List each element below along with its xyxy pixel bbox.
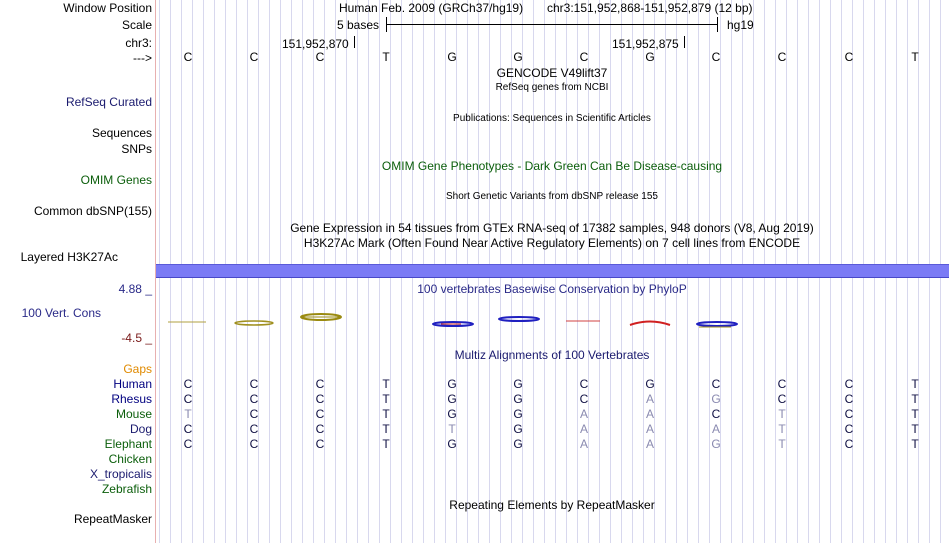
alignment-base: C [249, 407, 259, 421]
alignment-base: G [447, 377, 457, 391]
track-label-cons[interactable]: 100 Vert. Cons [21, 306, 101, 320]
alignment-base: C [315, 407, 325, 421]
alignment-base: C [315, 437, 325, 451]
coord-label-1: 151,952,870 [282, 37, 349, 51]
alignment-base: G [513, 422, 523, 436]
scale-label: Scale [121, 18, 152, 32]
alignment-base: C [711, 407, 721, 421]
species-label-elephant[interactable]: Elephant [104, 437, 152, 451]
alignment-base: T [382, 422, 390, 436]
alignment-base: C [315, 422, 325, 436]
base-letter: T [911, 50, 919, 64]
alignment-base: C [249, 392, 259, 406]
track-label-omim[interactable]: OMIM Genes [80, 173, 152, 187]
cons-glyph-2 [235, 321, 273, 325]
alignment-base: T [911, 407, 919, 421]
alignment-base: C [315, 392, 325, 406]
alignment-base: C [249, 422, 259, 436]
alignment-base: C [183, 422, 193, 436]
alignment-base: C [249, 377, 259, 391]
alignment-base: C [844, 422, 854, 436]
alignment-base: G [711, 437, 721, 451]
coord-tick-2 [684, 36, 685, 48]
alignment-base: C [579, 377, 589, 391]
alignment-base: T [382, 407, 390, 421]
base-letter: C [579, 50, 589, 64]
alignment-base: T [448, 422, 456, 436]
publications-title: Publications: Sequences in Scientific Articles [453, 113, 651, 124]
alignment-base: G [711, 392, 721, 406]
multiz-title: Multiz Alignments of 100 Vertebrates [454, 348, 650, 362]
alignment-base: C [844, 437, 854, 451]
refseq-subtitle: RefSeq genes from NCBI [495, 82, 609, 93]
alignment-base: T [382, 437, 390, 451]
coord-tick-1 [354, 36, 355, 48]
alignment-base: G [645, 377, 655, 391]
alignment-base: A [579, 422, 589, 436]
h3k27ac-title: H3K27Ac Mark (Often Found Near Active Regulatory Elements) on 7 cell lines from ENCODE [303, 236, 801, 250]
alignment-base: G [513, 377, 523, 391]
scale-db: hg19 [727, 18, 754, 32]
alignment-base: C [183, 392, 193, 406]
species-label-mouse[interactable]: Mouse [115, 407, 152, 421]
alignment-base: C [844, 377, 854, 391]
h3k27ac-signal-bar[interactable] [156, 265, 949, 278]
base-letter: C [777, 50, 787, 64]
alignment-base: T [778, 422, 786, 436]
alignment-base: A [645, 422, 655, 436]
track-label-refseq[interactable]: RefSeq Curated [65, 95, 152, 109]
cons-glyph-4 [433, 322, 473, 326]
track-label-dbsnp[interactable]: Common dbSNP(155) [33, 204, 152, 218]
track-label-h3k27ac[interactable]: Layered H3K27Ac [20, 250, 118, 264]
conservation-wiggle[interactable] [156, 300, 950, 340]
alignment-base: C [844, 392, 854, 406]
alignment-base: C [183, 377, 193, 391]
alignment-base: T [382, 392, 390, 406]
alignment-base: T [911, 422, 919, 436]
alignment-base: G [447, 437, 457, 451]
alignment-base: C [183, 437, 193, 451]
alignment-base: C [777, 377, 787, 391]
base-letter: C [249, 50, 259, 64]
track-label-gaps[interactable]: Gaps [123, 362, 152, 376]
alignment-base: A [645, 407, 655, 421]
strand-label: ---> [133, 51, 152, 65]
base-letter: G [447, 50, 457, 64]
alignment-base: G [447, 407, 457, 421]
cons-glyph-5 [499, 317, 539, 321]
base-letter: T [382, 50, 390, 64]
base-letter: C [183, 50, 193, 64]
window-position-label: Window Position [63, 1, 152, 15]
alignment-base: C [777, 392, 787, 406]
base-letter: C [711, 50, 721, 64]
alignment-base: G [513, 407, 523, 421]
dbsnp-title: Short Genetic Variants from dbSNP release 155 [446, 191, 658, 202]
gtex-title: Gene Expression in 54 tissues from GTEx RNA-seq of 17382 samples, 948 donors (V8, Aug 2019) [290, 221, 814, 235]
scale-bar [386, 24, 718, 25]
repeat-title: Repeating Elements by RepeatMasker [449, 498, 655, 512]
alignment-base: G [513, 437, 523, 451]
alignment-base: T [778, 407, 786, 421]
base-letter: G [645, 50, 655, 64]
alignment-base: A [579, 407, 589, 421]
phylop-max-label: 4.88 _ [118, 282, 152, 296]
alignment-base: T [911, 392, 919, 406]
scale-text: 5 bases [337, 18, 380, 32]
phylop-title: 100 vertebrates Basewise Conservation by PhyloP [417, 282, 687, 296]
cons-glyph-7 [630, 322, 670, 326]
alignment-base: C [844, 407, 854, 421]
species-label-x_tropicalis[interactable]: X_tropicalis [89, 467, 152, 481]
coord-label-2: 151,952,875 [612, 37, 679, 51]
gencode-title[interactable]: GENCODE V49lift37 [496, 66, 608, 80]
species-label-human[interactable]: Human [113, 377, 152, 391]
alignment-base: C [711, 377, 721, 391]
alignment-base: T [184, 407, 192, 421]
track-label-sequences[interactable]: Sequences [91, 126, 152, 140]
position-text[interactable]: chr3:151,952,868-151,952,879 (12 bp) [547, 1, 753, 15]
scale-bar-right-tick [717, 17, 718, 32]
base-letter: C [844, 50, 854, 64]
alignment-base: T [911, 437, 919, 451]
alignment-base: A [645, 392, 655, 406]
track-label-repeatmasker[interactable]: RepeatMasker [73, 512, 152, 526]
omim-title: OMIM Gene Phenotypes - Dark Green Can Be Disease-causing [381, 159, 723, 173]
chrom-label: chr3: [125, 36, 152, 50]
species-label-chicken[interactable]: Chicken [108, 452, 152, 466]
species-label-dog[interactable]: Dog [129, 422, 152, 436]
alignment-base: C [579, 392, 589, 406]
assembly-title: Human Feb. 2009 (GRCh37/hg19) [339, 1, 524, 15]
alignment-base: T [778, 437, 786, 451]
base-letter: C [315, 50, 325, 64]
species-label-zebrafish[interactable]: Zebrafish [101, 482, 152, 496]
alignment-base: T [911, 377, 919, 391]
alignment-base: C [249, 437, 259, 451]
base-letter: G [513, 50, 523, 64]
alignment-base: T [382, 377, 390, 391]
alignment-base: A [711, 422, 721, 436]
alignment-base: G [513, 392, 523, 406]
species-label-rhesus[interactable]: Rhesus [111, 392, 152, 406]
phylop-min-label: -4.5 _ [121, 331, 152, 345]
alignment-base: G [447, 392, 457, 406]
alignment-base: A [579, 437, 589, 451]
alignment-base: C [315, 377, 325, 391]
cons-glyph-3 [301, 314, 341, 320]
alignment-base: A [645, 437, 655, 451]
track-label-snps[interactable]: SNPs [121, 142, 152, 156]
track-label-column [0, 0, 155, 543]
cons-glyph-8 [697, 322, 737, 327]
